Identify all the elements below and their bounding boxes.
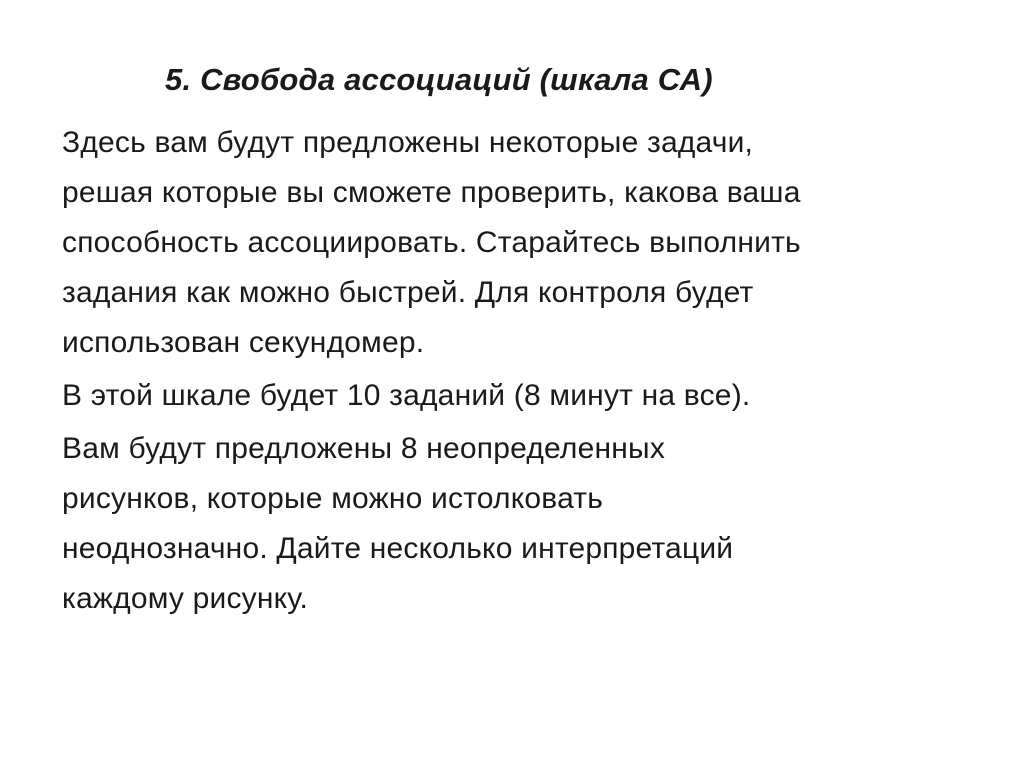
paragraph-instructions [62, 118, 962, 368]
text-line: Здесь вам будут предложены некоторые задачи, [62, 126, 754, 159]
slide-body [62, 118, 962, 624]
text-line: использован секундомер. [62, 326, 425, 359]
text-line: задания как можно быстрей. Для контроля будет [62, 276, 754, 309]
slide-title: 5. Свобода ассоциаций (шкала СА) [165, 62, 713, 97]
text-line: решая которые вы сможете проверить, какова ваша [62, 176, 801, 209]
text-line: рисунков, которые можно истолковать [62, 482, 604, 515]
text-line: способность ассоциировать. Старайтесь выполнить [62, 226, 801, 259]
text-line: В этой шкале будет 10 заданий (8 минут на все). [62, 379, 751, 412]
text-line: Вам будут предложены 8 неопределенных [62, 432, 666, 465]
paragraph-task-count [62, 371, 962, 421]
text-line: каждому рисунку. [62, 582, 309, 615]
text-line: неоднозначно. Дайте несколько интерпретаций [62, 532, 734, 565]
paragraph-drawings [62, 424, 962, 624]
